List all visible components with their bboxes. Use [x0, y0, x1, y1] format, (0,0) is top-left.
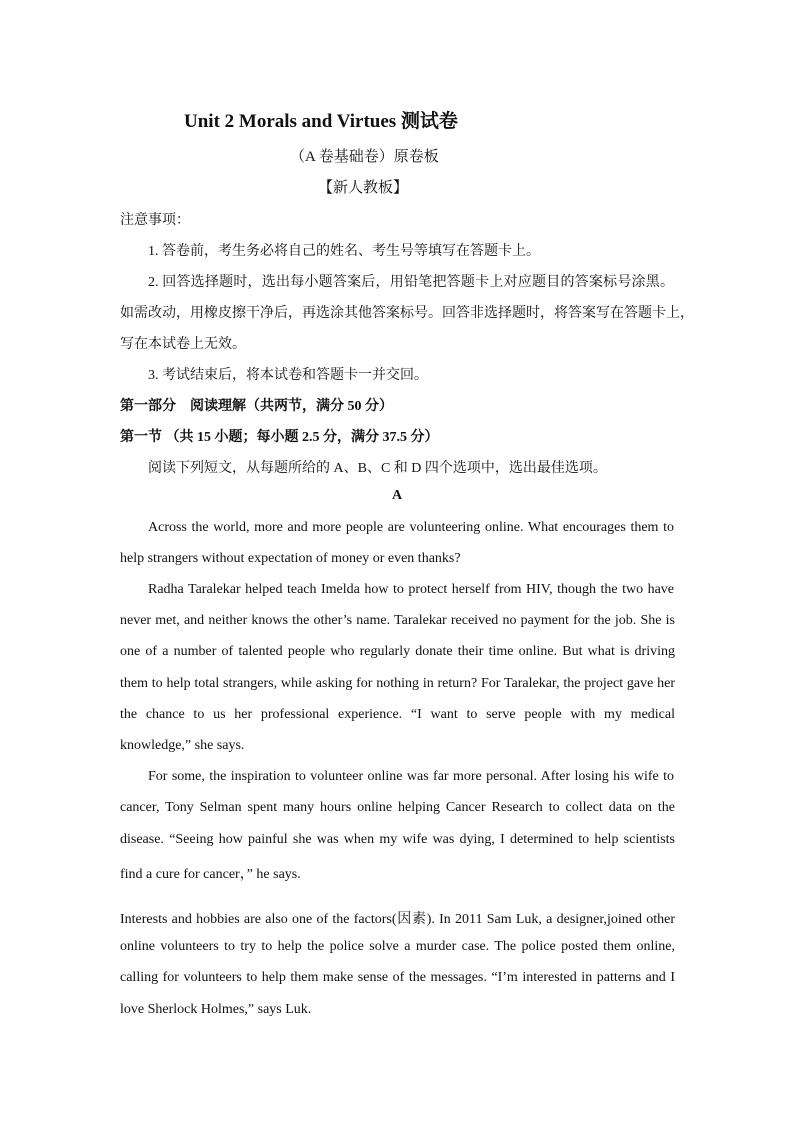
notice-item-1: 1. 答卷前，考生务必将自己的姓名、考生号等填写在答题卡上。 [148, 244, 540, 259]
passage-line: never met, and neither knows the other’s name. Taralekar received no payment for the job. She is [120, 613, 675, 628]
notice-item-2-line-1: 2. 回答选择题时，选出每小题答案后，用铅笔把答题卡上对应题目的答案标号涂黑。 [148, 275, 674, 290]
passage-line: them to help total strangers, while asking for nothing in return? For Taralekar, the project gave her [120, 676, 675, 691]
page-subtitle: （A 卷基础卷）原卷板 [290, 149, 439, 165]
page-title: Unit 2 Morals and Virtues 测试卷 [184, 111, 458, 132]
passage-line: love Sherlock Holmes,” says Luk. [120, 1002, 312, 1017]
section-heading: 第一节 （共 15 小题；每小题 2.5 分，满分 37.5 分） [120, 430, 439, 445]
part-heading: 第一部分 阅读理解（共两节，满分 50 分） [120, 399, 393, 414]
passage-line: cancer, Tony Selman spent many hours online helping Cancer Research to collect data on the [120, 800, 675, 815]
section-instruction: 阅读下列短文，从每题所给的 A、B、C 和 D 四个选项中，选出最佳选项。 [148, 461, 607, 476]
passage-line: Radha Taralekar helped teach Imelda how to protect herself from HIV, though the two have [148, 582, 674, 597]
passage-line: find a cure for cancer，” he says. [120, 867, 301, 882]
passage-line: help strangers without expectation of money or even thanks? [120, 551, 461, 566]
passage-line: one of a number of talented people who regularly donate their time online. But what is driving [120, 644, 675, 659]
passage-label: A [391, 488, 403, 503]
passage-line: For some, the inspiration to volunteer online was far more personal. After losing his wife to [148, 769, 674, 784]
notice-heading: 注意事项： [120, 213, 190, 228]
passage-line: online volunteers to try to help the police solve a murder case. The police posted them online, [120, 939, 675, 954]
passage-line: Interests and hobbies are also one of the factors(因素). In 2011 Sam Luk, a designer,joined other [120, 912, 675, 927]
passage-line: disease. “Seeing how painful she was when my wife was dying, I determined to help scientists [120, 832, 675, 847]
notice-item-3: 3. 考试结束后，将本试卷和答题卡一并交回。 [148, 368, 428, 383]
edition-label: 【新人教板】 [318, 180, 409, 196]
notice-item-2-line-3: 写在本试卷上无效。 [120, 337, 246, 352]
notice-item-2-line-2: 如需改动，用橡皮擦干净后，再选涂其他答案标号。回答非选择题时，将答案写在答题卡上， [120, 306, 694, 321]
passage-line: knowledge,” she says. [120, 738, 245, 753]
passage-line: calling for volunteers to help them make sense of the messages. “I’m interested in patterns and I [120, 970, 675, 985]
passage-line: Across the world, more and more people are volunteering online. What encourages them to [148, 520, 674, 535]
passage-line: the chance to us her professional experience. “I want to serve people with my medical [120, 707, 675, 722]
